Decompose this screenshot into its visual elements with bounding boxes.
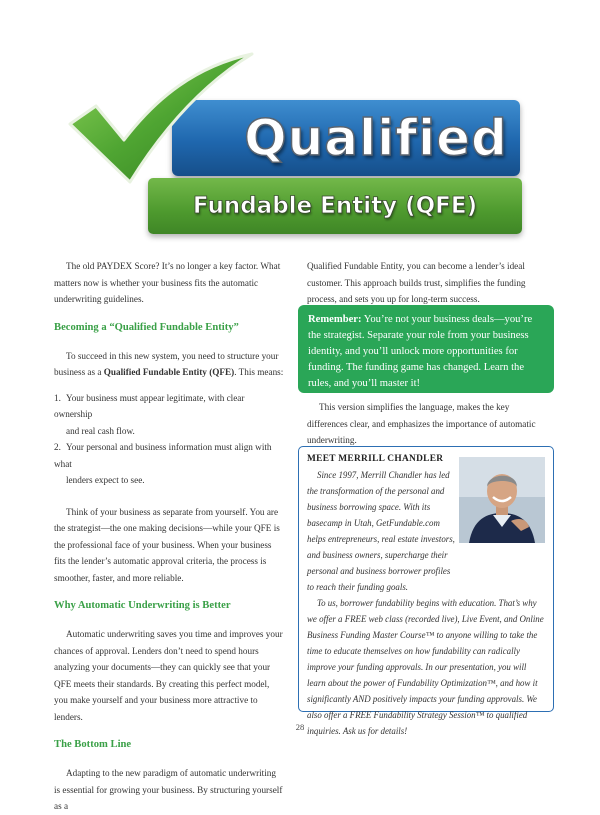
section-heading-qfe: Becoming a “Qualified Fundable Entity” [54, 321, 239, 333]
section-heading-underwriting: Why Automatic Underwriting is Better [54, 600, 231, 611]
bio-line: to reach their funding goals. [307, 582, 408, 592]
list-text: Your business must appear legitimate, with clear ownership [54, 392, 245, 419]
qfe-text-after: . This means: [234, 367, 284, 377]
bio-line: and business owners, supercharge their [307, 550, 448, 560]
bio-line: Since 1997, Merrill Chandler has led [317, 470, 450, 480]
underwriting-paragraph: Automatic underwriting saves you time and improves your chances of approval. Lenders don’t need to spend hours analyzing your documents—they can quickly see that your QFE meets their standards. By creating this perfect model, you make yourself and your business more attractive to lenders. [54, 629, 283, 722]
list-text-continued: lenders expect to see. [66, 475, 145, 485]
bio-line: the transformation of the personal and [307, 486, 445, 496]
section-heading-bottom-line: The Bottom Line [54, 739, 132, 750]
title-banner-green [148, 178, 522, 234]
list-number: 2. [54, 442, 61, 452]
right-column [307, 258, 545, 308]
bio-line: business borrowing space. With its [307, 502, 431, 512]
bio-paragraph-education: To us, borrower fundability begins with education. That’s why we offer a FREE web class (recorded live), Live Event, and Online Business Funding Master Course™ to anyone willing to take the time to educate themselves on how fundability can radically improve your funding approvals. In our presentation, you will learn about the power of Fundability Optimization™, and how it significantly AND positively impacts your funding approvals. We also offer a FREE Fundability Strategy Session™ to qualified inquiries. Ask us for details! [307, 598, 544, 736]
author-photo [459, 457, 545, 543]
bio-line: personal and business borrower profiles [307, 566, 451, 576]
remember-callout [298, 305, 554, 393]
checkmark-icon [66, 54, 256, 184]
title-line-2: Fundable Entity (QFE) [192, 193, 478, 219]
strategist-paragraph: Think of your business as separate from yourself. You are the strategist—the one making decisions—while your QFE is the professional face of your business. When your business fits the lender’s automatic approval criteria, the process is smoother, faster, and more reliable. [54, 506, 280, 583]
bottom-line-paragraph: Adapting to the new paradigm of automatic underwriting is essential for growing your business. By structuring yourself as a [54, 768, 283, 811]
list-number: 1. [54, 392, 61, 403]
author-portrait-icon [459, 457, 545, 543]
list-text-continued: and real cash flow. [66, 425, 135, 436]
summary-paragraph: This version simplifies the language, makes the key differences clear, and emphasizes the importance of automatic underwriting. [307, 402, 536, 445]
page-number: 28 [295, 722, 305, 732]
header-graphic [0, 0, 600, 245]
continued-paragraph: Qualified Fundable Entity, you can become a lender’s ideal customer. This approach builds trust, simplifies the funding process, and sets you up for long-term success. [307, 261, 526, 304]
summary-paragraph-block [307, 399, 545, 449]
qfe-text-before: To succeed in this new system, you need to structure your business as a [54, 350, 279, 377]
list-text: Your personal and business information must align with what [54, 442, 272, 469]
title-line-1: Qualified [244, 109, 508, 167]
list-item [54, 390, 284, 440]
requirements-list [54, 390, 284, 489]
qfe-term: Qualified Fundable Entity (QFE) [103, 367, 235, 377]
qfe-paragraph [54, 348, 284, 381]
bio-line: basecamp in Utah, GetFundable.com [307, 518, 440, 528]
intro-paragraph: The old PAYDEX Score? It’s no longer a key factor. What matters now is whether your business fits the automatic underwriting guidelines. [54, 261, 281, 304]
bio-title: MEET MERRILL CHANDLER [307, 454, 444, 464]
list-item [54, 439, 284, 489]
remember-label: Remember: [308, 314, 362, 325]
bio-line: helps entrepreneurs, real estate investors, [307, 534, 455, 544]
remember-text: You’re not your business deals—you’re the strategist. Separate your role from your business identity, and you’ll unlock more opportunities for funding. The funding game has changed. Learn the rules, and you’ll master it! [308, 314, 533, 389]
